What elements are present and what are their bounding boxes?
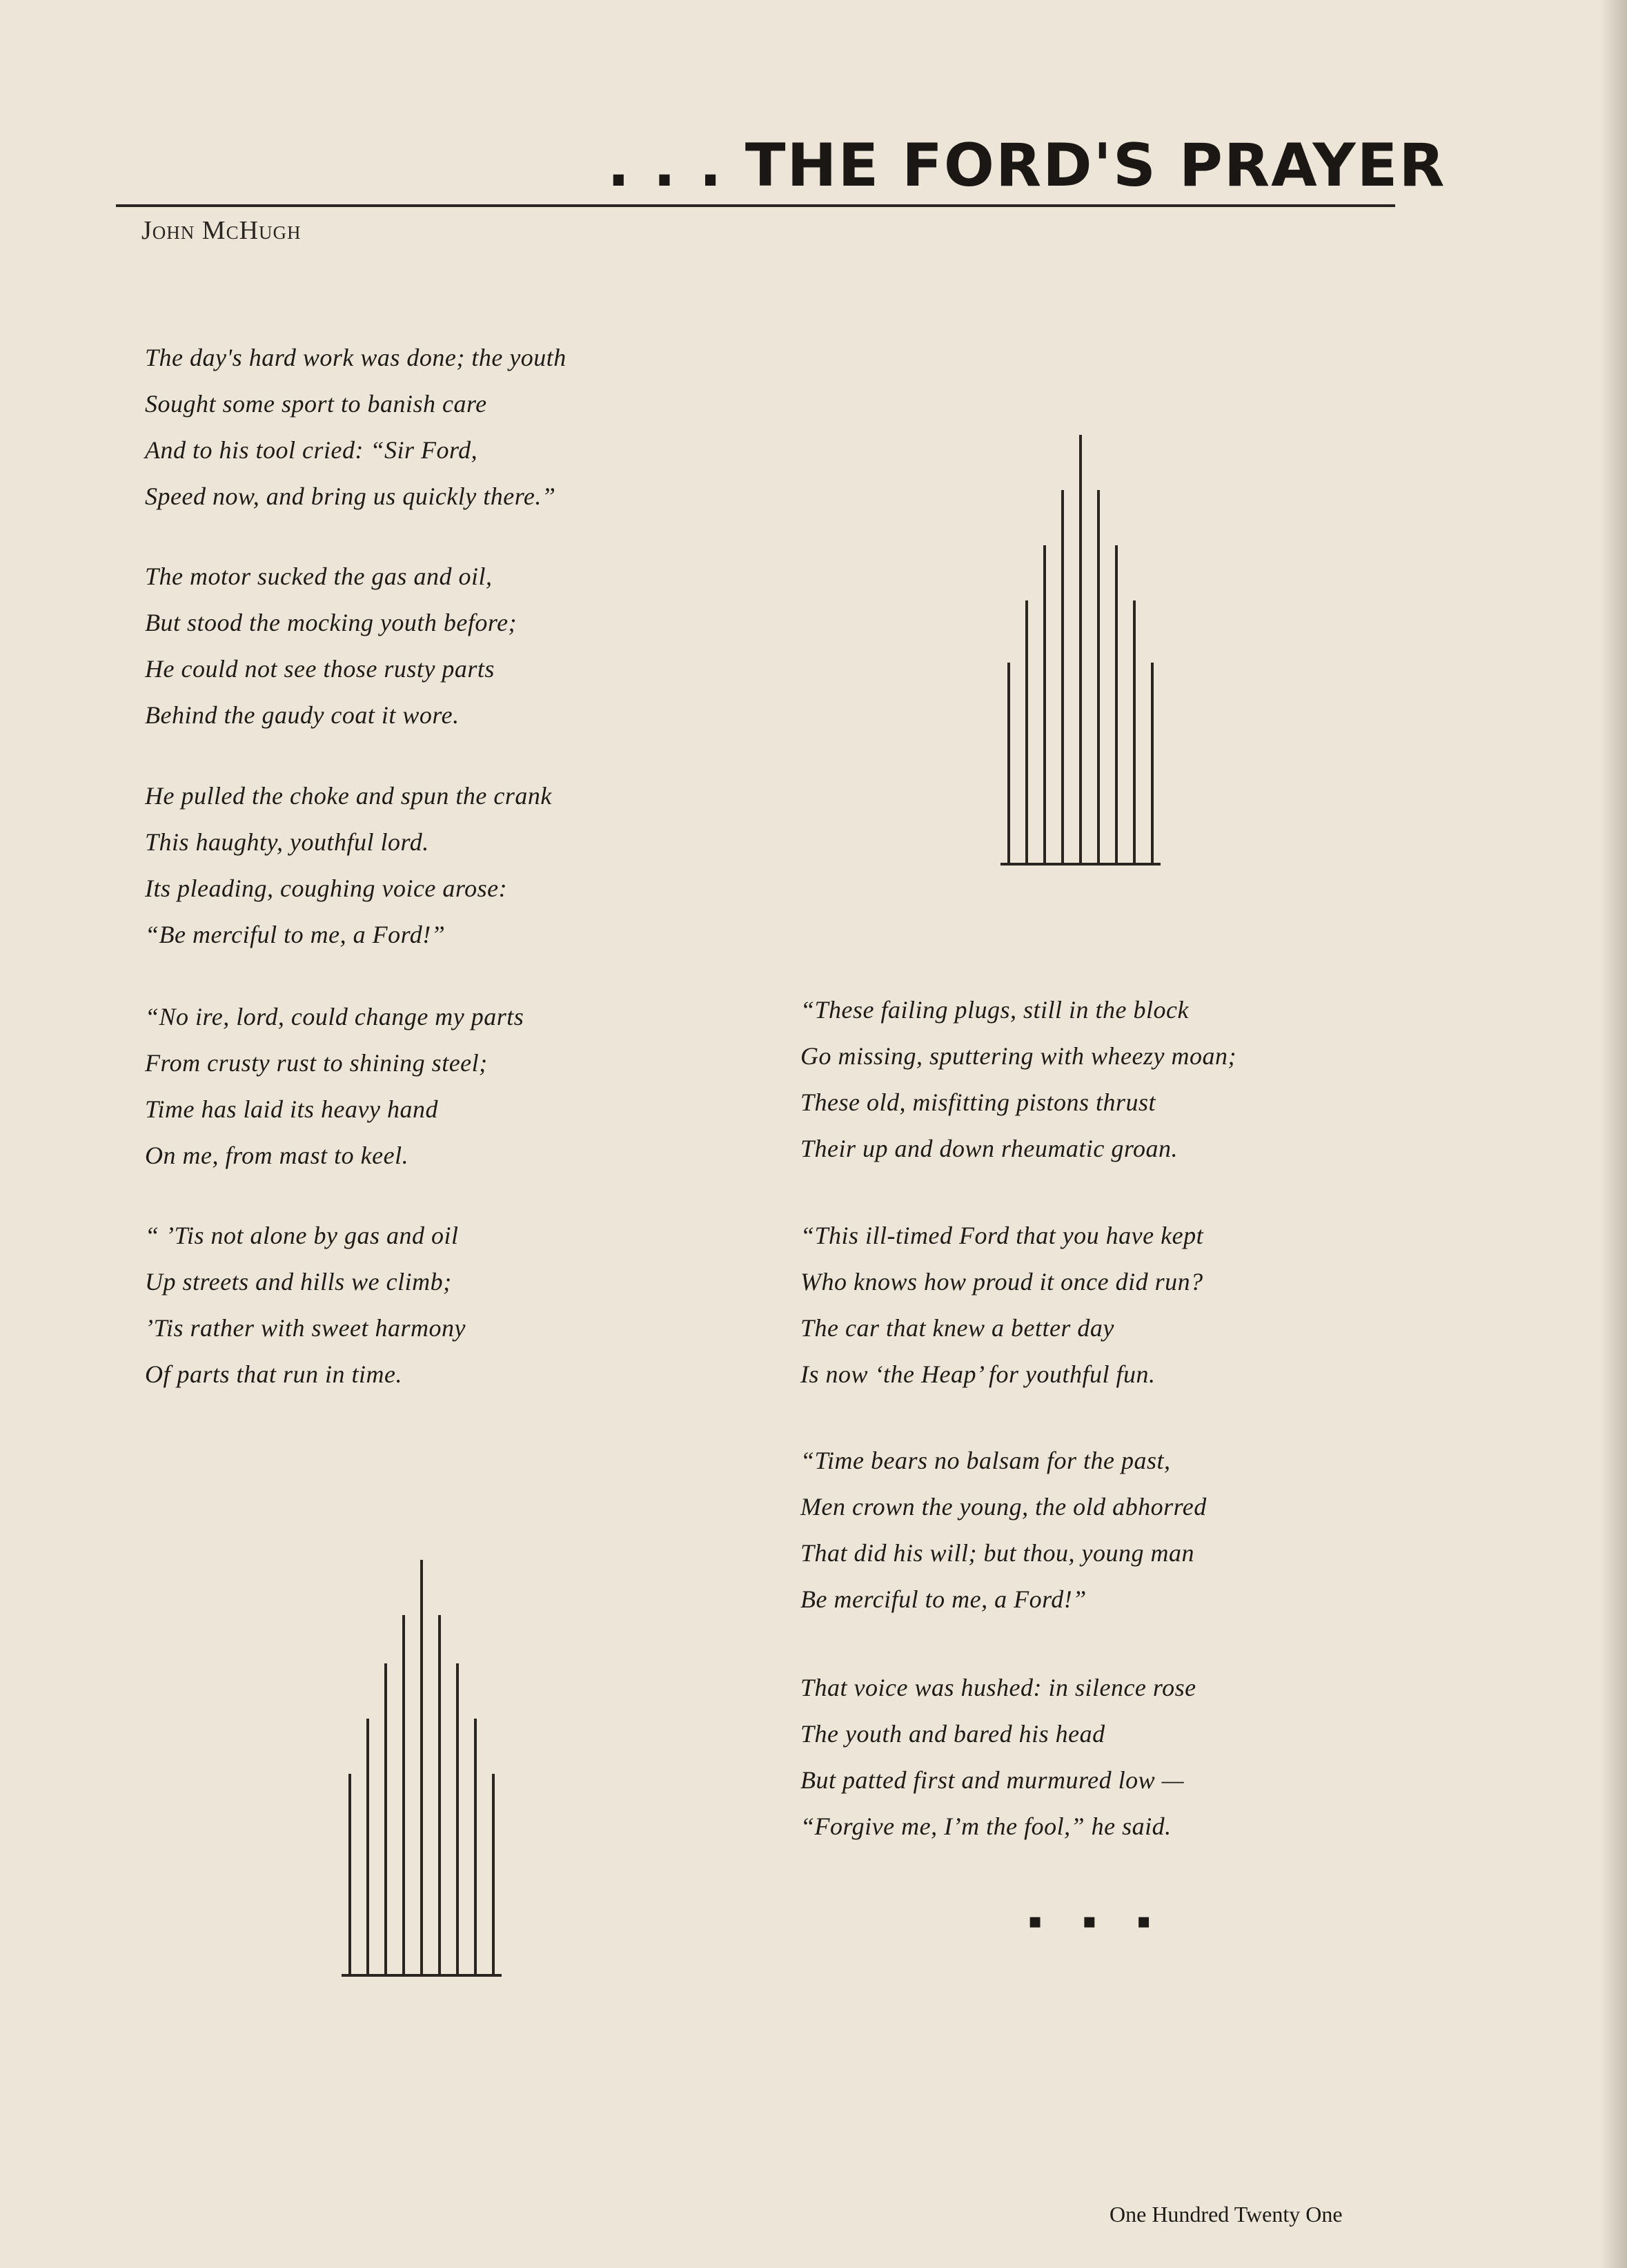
- organ-pipes-ornament-upper: [1000, 373, 1166, 870]
- verse-line: The day's hard work was done; the youth: [145, 344, 566, 371]
- stanza: [145, 1213, 466, 1398]
- verse-line: Men crown the young, the old abhorred: [800, 1493, 1207, 1521]
- verse-line: Is now ‘the Heap’ for youthful fun.: [800, 1360, 1156, 1388]
- verse-line: ’Tis rather with sweet harmony: [145, 1314, 466, 1342]
- verse-line: Its pleading, coughing voice arose:: [145, 874, 508, 902]
- stanza: [800, 1665, 1196, 1850]
- verse-line: But stood the mocking youth before;: [145, 609, 517, 636]
- verse-line: Who knows how proud it once did run?: [800, 1268, 1203, 1296]
- verse-line: Of parts that run in time.: [145, 1360, 403, 1388]
- organ-pipes-ornament-lower: [342, 1512, 507, 1981]
- verse-line: From crusty rust to shining steel;: [145, 1049, 488, 1077]
- stanza: [800, 1213, 1203, 1398]
- verse-line: And to his tool cried: “Sir Ford,: [145, 436, 478, 464]
- verse-line: “This ill-timed Ford that you have kept: [800, 1222, 1204, 1249]
- page-title: . . . THE FORD'S PRAYER: [607, 131, 1446, 200]
- page-number: One Hundred Twenty One: [1110, 2202, 1343, 2227]
- verse-line: This haughty, youthful lord.: [145, 828, 429, 856]
- stanza: [145, 335, 566, 520]
- verse-line: Behind the gaudy coat it wore.: [145, 701, 460, 729]
- verse-line: “Time bears no balsam for the past,: [800, 1447, 1171, 1474]
- verse-line: Go missing, sputtering with wheezy moan;: [800, 1042, 1236, 1070]
- stanza: [800, 1438, 1207, 1623]
- verse-line: Be merciful to me, a Ford!”: [800, 1585, 1087, 1613]
- verse-line: Speed now, and bring us quickly there.”: [145, 482, 556, 510]
- verse-line: Their up and down rheumatic groan.: [800, 1135, 1179, 1162]
- stanza: [145, 994, 524, 1179]
- stanza: [145, 554, 517, 739]
- verse-line: On me, from mast to keel.: [145, 1142, 409, 1169]
- verse-line: “These failing plugs, still in the block: [800, 996, 1189, 1024]
- end-ornament-marks: ▪ ▪ ▪: [1028, 1909, 1167, 1933]
- verse-line: He pulled the choke and spun the crank: [145, 782, 552, 810]
- verse-line: But patted first and murmured low —: [800, 1766, 1185, 1794]
- verse-line: The youth and bared his head: [800, 1720, 1105, 1748]
- stanza: [145, 773, 552, 958]
- verse-line: Up streets and hills we climb;: [145, 1268, 452, 1296]
- verse-line: “No ire, lord, could change my parts: [145, 1003, 524, 1030]
- stanza: [800, 987, 1236, 1172]
- page-edge-shadow: [1599, 0, 1627, 2268]
- verse-line: “Be merciful to me, a Ford!”: [145, 921, 446, 948]
- verse-line: Time has laid its heavy hand: [145, 1095, 438, 1123]
- verse-line: “Forgive me, I’m the fool,” he said.: [800, 1812, 1172, 1840]
- author-byline: John McHugh: [141, 216, 302, 245]
- verse-line: That voice was hushed: in silence rose: [800, 1674, 1196, 1701]
- verse-line: Sought some sport to banish care: [145, 390, 487, 418]
- verse-line: The car that knew a better day: [800, 1314, 1114, 1342]
- verse-line: He could not see those rusty parts: [145, 655, 495, 683]
- verse-line: That did his will; but thou, young man: [800, 1539, 1195, 1567]
- verse-line: The motor sucked the gas and oil,: [145, 563, 493, 590]
- title-rule: [116, 204, 1395, 207]
- verse-line: These old, misfitting pistons thrust: [800, 1088, 1156, 1116]
- verse-line: “ ’Tis not alone by gas and oil: [145, 1222, 459, 1249]
